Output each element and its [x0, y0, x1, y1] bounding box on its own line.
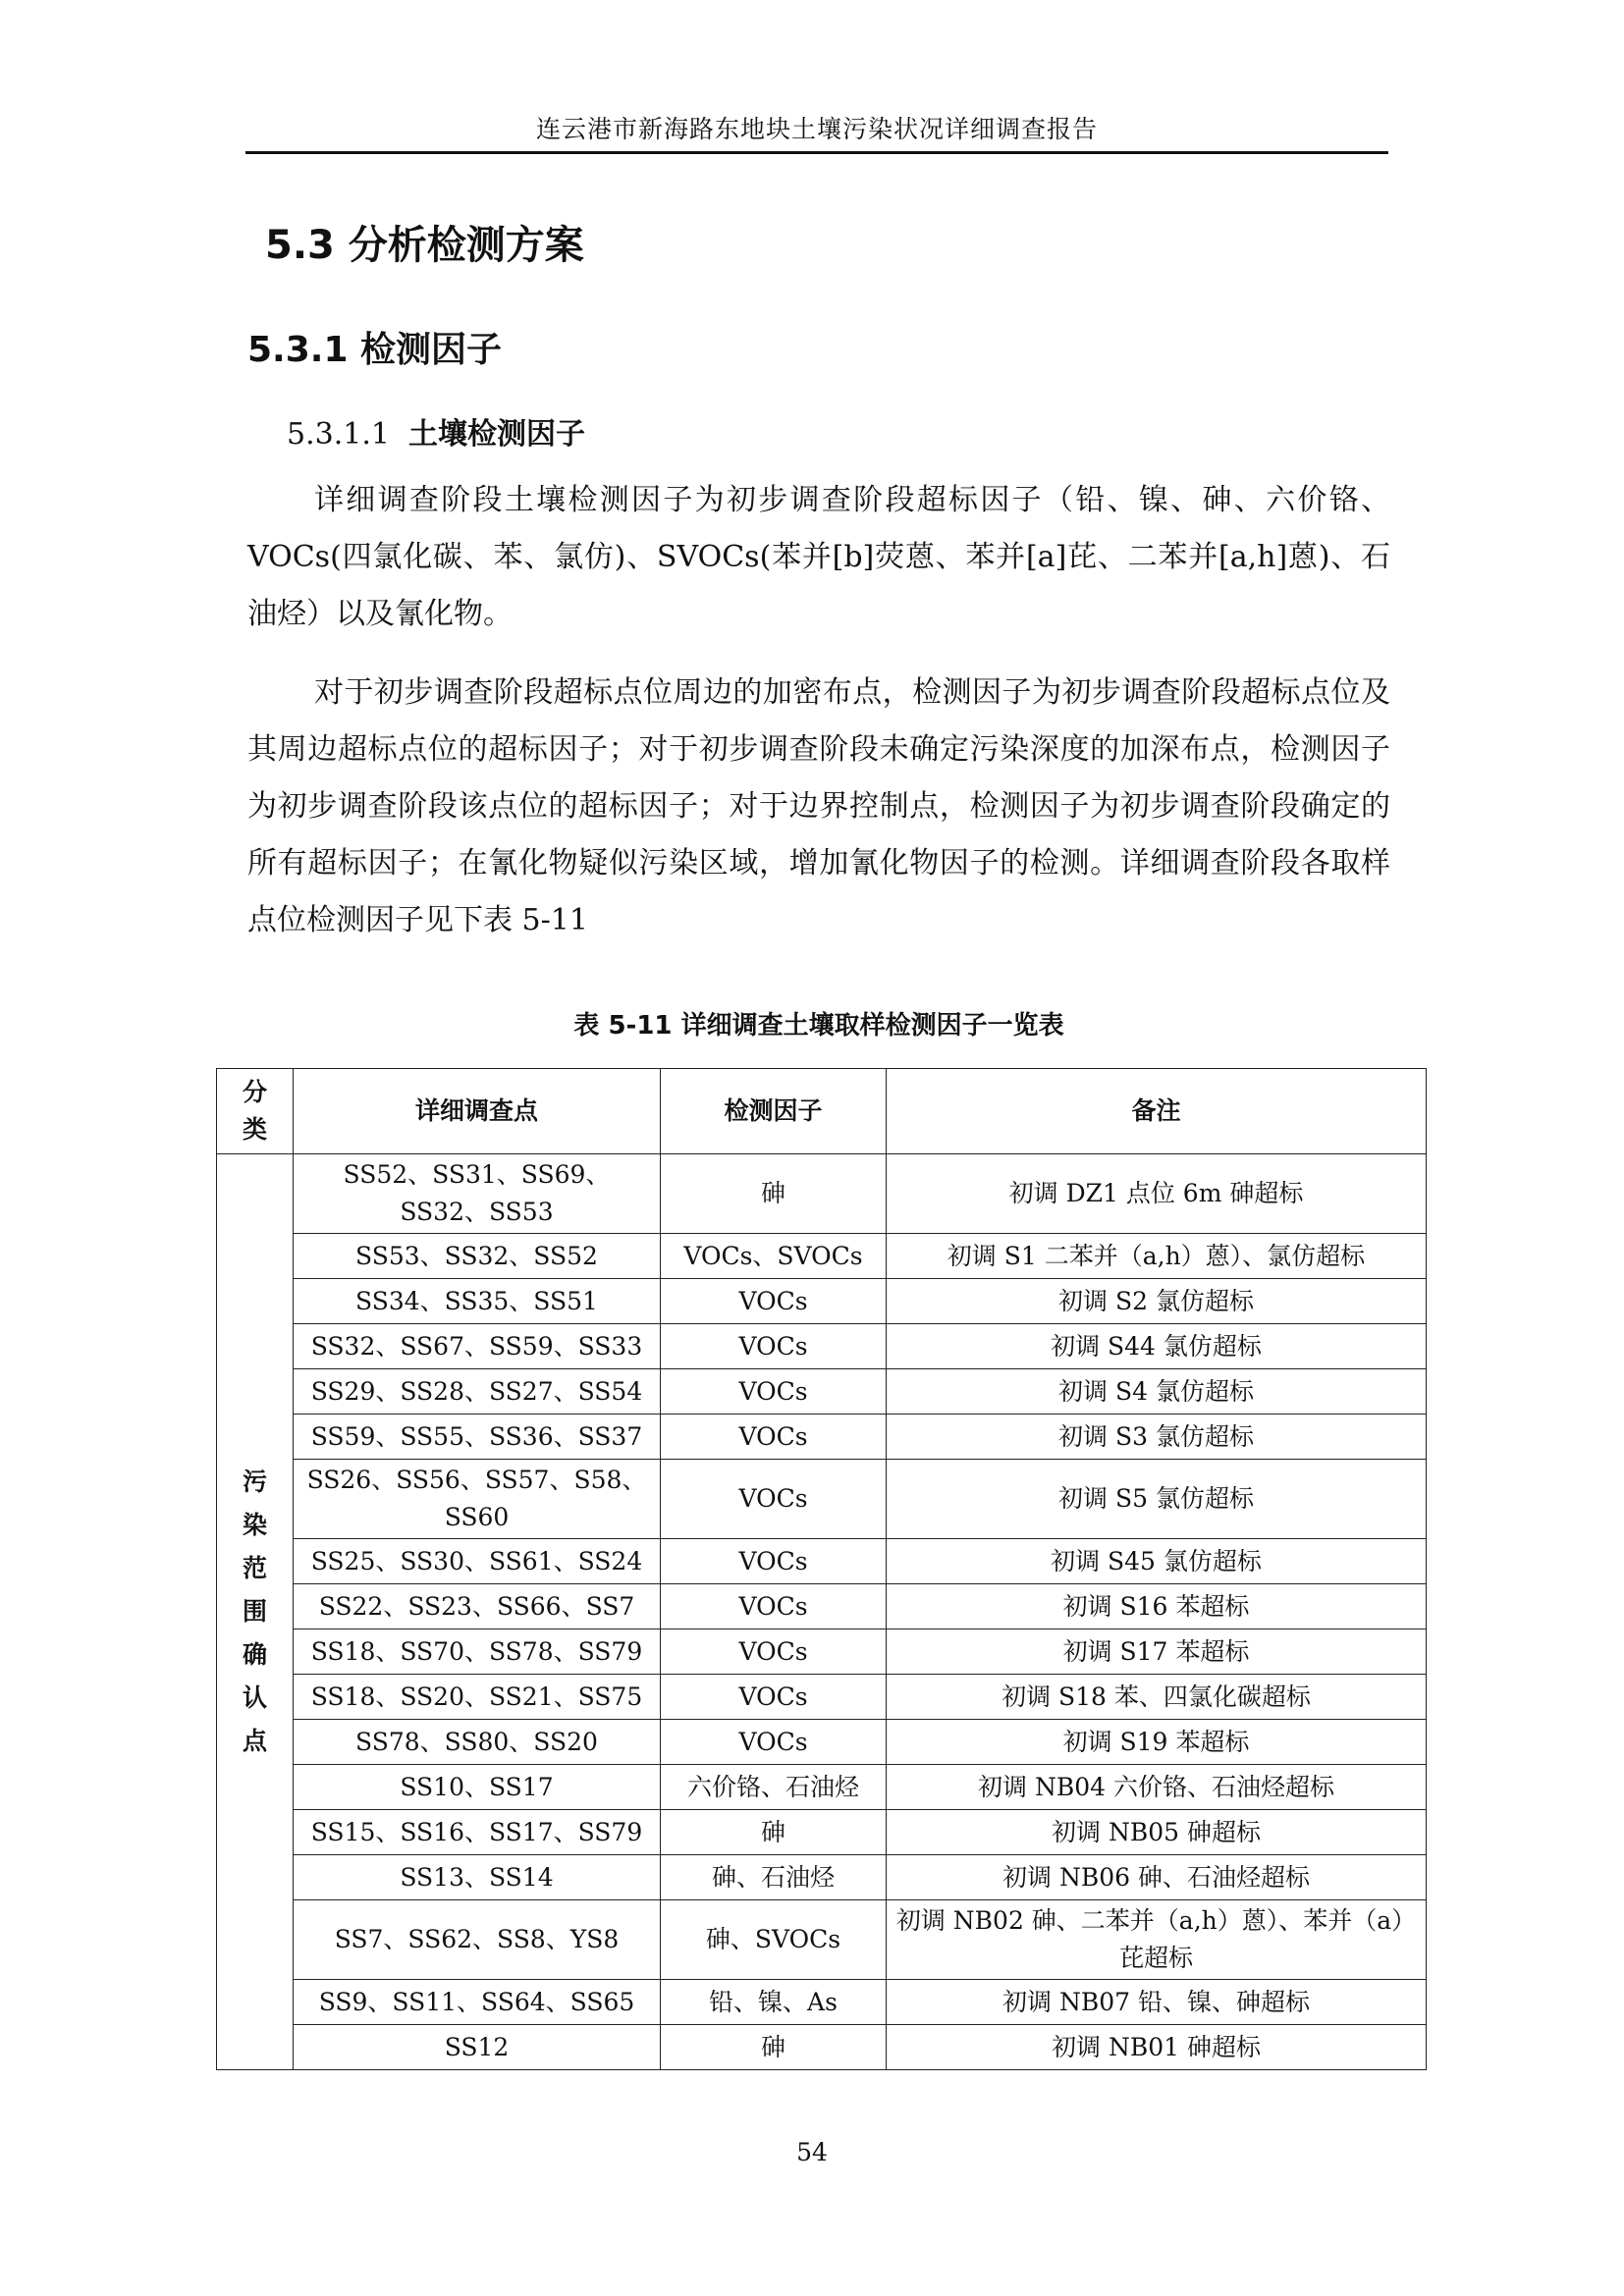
table-row	[217, 1720, 1427, 1765]
heading-title: 土壤检测因子	[408, 417, 586, 452]
factors-cell: 砷、石油烃	[661, 1855, 887, 1900]
detection-factors-table	[216, 1068, 1427, 2070]
factors-cell: VOCs	[661, 1539, 887, 1584]
section-heading-5-3-1-1	[287, 409, 585, 453]
table-row	[217, 1154, 1427, 1234]
points-cell: SS34、SS35、SS51	[294, 1279, 661, 1324]
note-cell: 初调 NB05 砷超标	[887, 1810, 1427, 1855]
note-cell: 初调 NB02 砷、二苯并（a,h）蒽）、苯并（a）芘超标	[887, 1900, 1427, 1980]
points-cell: SS32、SS67、SS59、SS33	[294, 1324, 661, 1369]
table-row	[217, 1765, 1427, 1810]
points-cell: SS7、SS62、SS8、YS8	[294, 1900, 661, 1980]
note-cell: 初调 S16 苯超标	[887, 1584, 1427, 1629]
note-cell: 初调 S4 氯仿超标	[887, 1369, 1427, 1415]
note-cell: 初调 S18 苯、四氯化碳超标	[887, 1675, 1427, 1720]
table-row	[217, 1415, 1427, 1460]
note-cell: 初调 S19 苯超标	[887, 1720, 1427, 1765]
paragraph-2: 对于初步调查阶段超标点位周边的加密布点，检测因子为初步调查阶段超标点位及其周边超标点位的超标因子；对于初步调查阶段未确定污染深度的加深布点，检测因子为初步调查阶段该点位的超标因子；对于边界控制点，检测因子为初步调查阶段确定的所有超标因子；在氰化物疑似污染区域，增加氰化物因子的检测。详细调查阶段各取样点位检测因子见下表 5-11	[247, 675, 1390, 937]
factors-cell: VOCs	[661, 1675, 887, 1720]
factors-cell: VOCs	[661, 1460, 887, 1539]
table-row	[217, 1900, 1427, 1980]
note-cell: 初调 S44 氯仿超标	[887, 1324, 1427, 1369]
table-caption: 表 5-11 详细调查土壤取样检测因子一览表	[573, 1011, 1064, 1041]
points-cell: SS78、SS80、SS20	[294, 1720, 661, 1765]
table-row	[217, 1460, 1427, 1539]
table-row	[217, 1369, 1427, 1415]
header-note: 备注	[887, 1069, 1427, 1154]
points-cell: SS25、SS30、SS61、SS24	[294, 1539, 661, 1584]
category-label: 污染范围确认点	[242, 1468, 267, 1755]
points-cell: SS12	[294, 2025, 661, 2070]
section-heading-5-3: 5.3 分析检测方案	[265, 223, 584, 268]
note-cell: 初调 NB01 砷超标	[887, 2025, 1427, 2070]
factors-cell: 砷	[661, 1154, 887, 1234]
factors-cell: VOCs	[661, 1369, 887, 1415]
table-row	[217, 2025, 1427, 2070]
points-cell: SS59、SS55、SS36、SS37	[294, 1415, 661, 1460]
category-cell	[217, 1154, 294, 2070]
paragraph-1: 详细调查阶段土壤检测因子为初步调查阶段超标因子（铅、镍、砷、六价铬、VOCs(四氯化碳、苯、氯仿)、SVOCs(苯并[b]荧蒽、苯并[a]芘、二苯并[a,h]蒽)、石油烃）以及氰化物。	[247, 483, 1390, 631]
table-row	[217, 1584, 1427, 1629]
header-points: 详细调查点	[294, 1069, 661, 1154]
note-cell: 初调 S2 氯仿超标	[887, 1279, 1427, 1324]
page-number: 54	[796, 2138, 828, 2166]
header-rule	[245, 151, 1388, 154]
table-row	[217, 1855, 1427, 1900]
table-row	[217, 1279, 1427, 1324]
table-row	[217, 1629, 1427, 1675]
header-category: 分类	[217, 1069, 294, 1154]
factors-cell: 砷、SVOCs	[661, 1900, 887, 1980]
points-cell: SS18、SS70、SS78、SS79	[294, 1629, 661, 1675]
note-cell: 初调 NB07 铅、镍、砷超标	[887, 1980, 1427, 2025]
note-cell: 初调 S17 苯超标	[887, 1629, 1427, 1675]
points-cell: SS9、SS11、SS64、SS65	[294, 1980, 661, 2025]
factors-cell: 六价铬、石油烃	[661, 1765, 887, 1810]
note-cell: 初调 S1 二苯并（a,h）蒽）、氯仿超标	[887, 1234, 1427, 1279]
points-cell: SS10、SS17	[294, 1765, 661, 1810]
table-row	[217, 1810, 1427, 1855]
running-header: 连云港市新海路东地块土壤污染状况详细调查报告	[535, 115, 1098, 143]
table-body	[217, 1154, 1427, 2070]
table-row	[217, 1539, 1427, 1584]
factors-cell: VOCs	[661, 1584, 887, 1629]
note-cell: 初调 S45 氯仿超标	[887, 1539, 1427, 1584]
header-factors: 检测因子	[661, 1069, 887, 1154]
factors-cell: 砷	[661, 1810, 887, 1855]
heading-number: 5.3.1.1	[287, 417, 390, 452]
factors-cell: VOCs	[661, 1629, 887, 1675]
points-cell: SS13、SS14	[294, 1855, 661, 1900]
note-cell: 初调 NB06 砷、石油烃超标	[887, 1855, 1427, 1900]
points-cell: SS26、SS56、SS57、S58、SS60	[294, 1460, 661, 1539]
points-cell: SS52、SS31、SS69、SS32、SS53	[294, 1154, 661, 1234]
note-cell: 初调 S5 氯仿超标	[887, 1460, 1427, 1539]
points-cell: SS18、SS20、SS21、SS75	[294, 1675, 661, 1720]
points-cell: SS53、SS32、SS52	[294, 1234, 661, 1279]
table-header-row	[217, 1069, 1427, 1154]
table-row	[217, 1675, 1427, 1720]
note-cell: 初调 NB04 六价铬、石油烃超标	[887, 1765, 1427, 1810]
table-row	[217, 1324, 1427, 1369]
note-cell: 初调 DZ1 点位 6m 砷超标	[887, 1154, 1427, 1234]
table-row	[217, 1980, 1427, 2025]
points-cell: SS22、SS23、SS66、SS7	[294, 1584, 661, 1629]
note-cell: 初调 S3 氯仿超标	[887, 1415, 1427, 1460]
factors-cell: 砷	[661, 2025, 887, 2070]
factors-cell: VOCs	[661, 1720, 887, 1765]
factors-cell: VOCs	[661, 1324, 887, 1369]
factors-cell: VOCs、SVOCs	[661, 1234, 887, 1279]
points-cell: SS29、SS28、SS27、SS54	[294, 1369, 661, 1415]
factors-cell: VOCs	[661, 1279, 887, 1324]
points-cell: SS15、SS16、SS17、SS79	[294, 1810, 661, 1855]
factors-cell: 铅、镍、As	[661, 1980, 887, 2025]
factors-cell: VOCs	[661, 1415, 887, 1460]
table-row	[217, 1234, 1427, 1279]
section-heading-5-3-1: 5.3.1 检测因子	[247, 330, 503, 370]
